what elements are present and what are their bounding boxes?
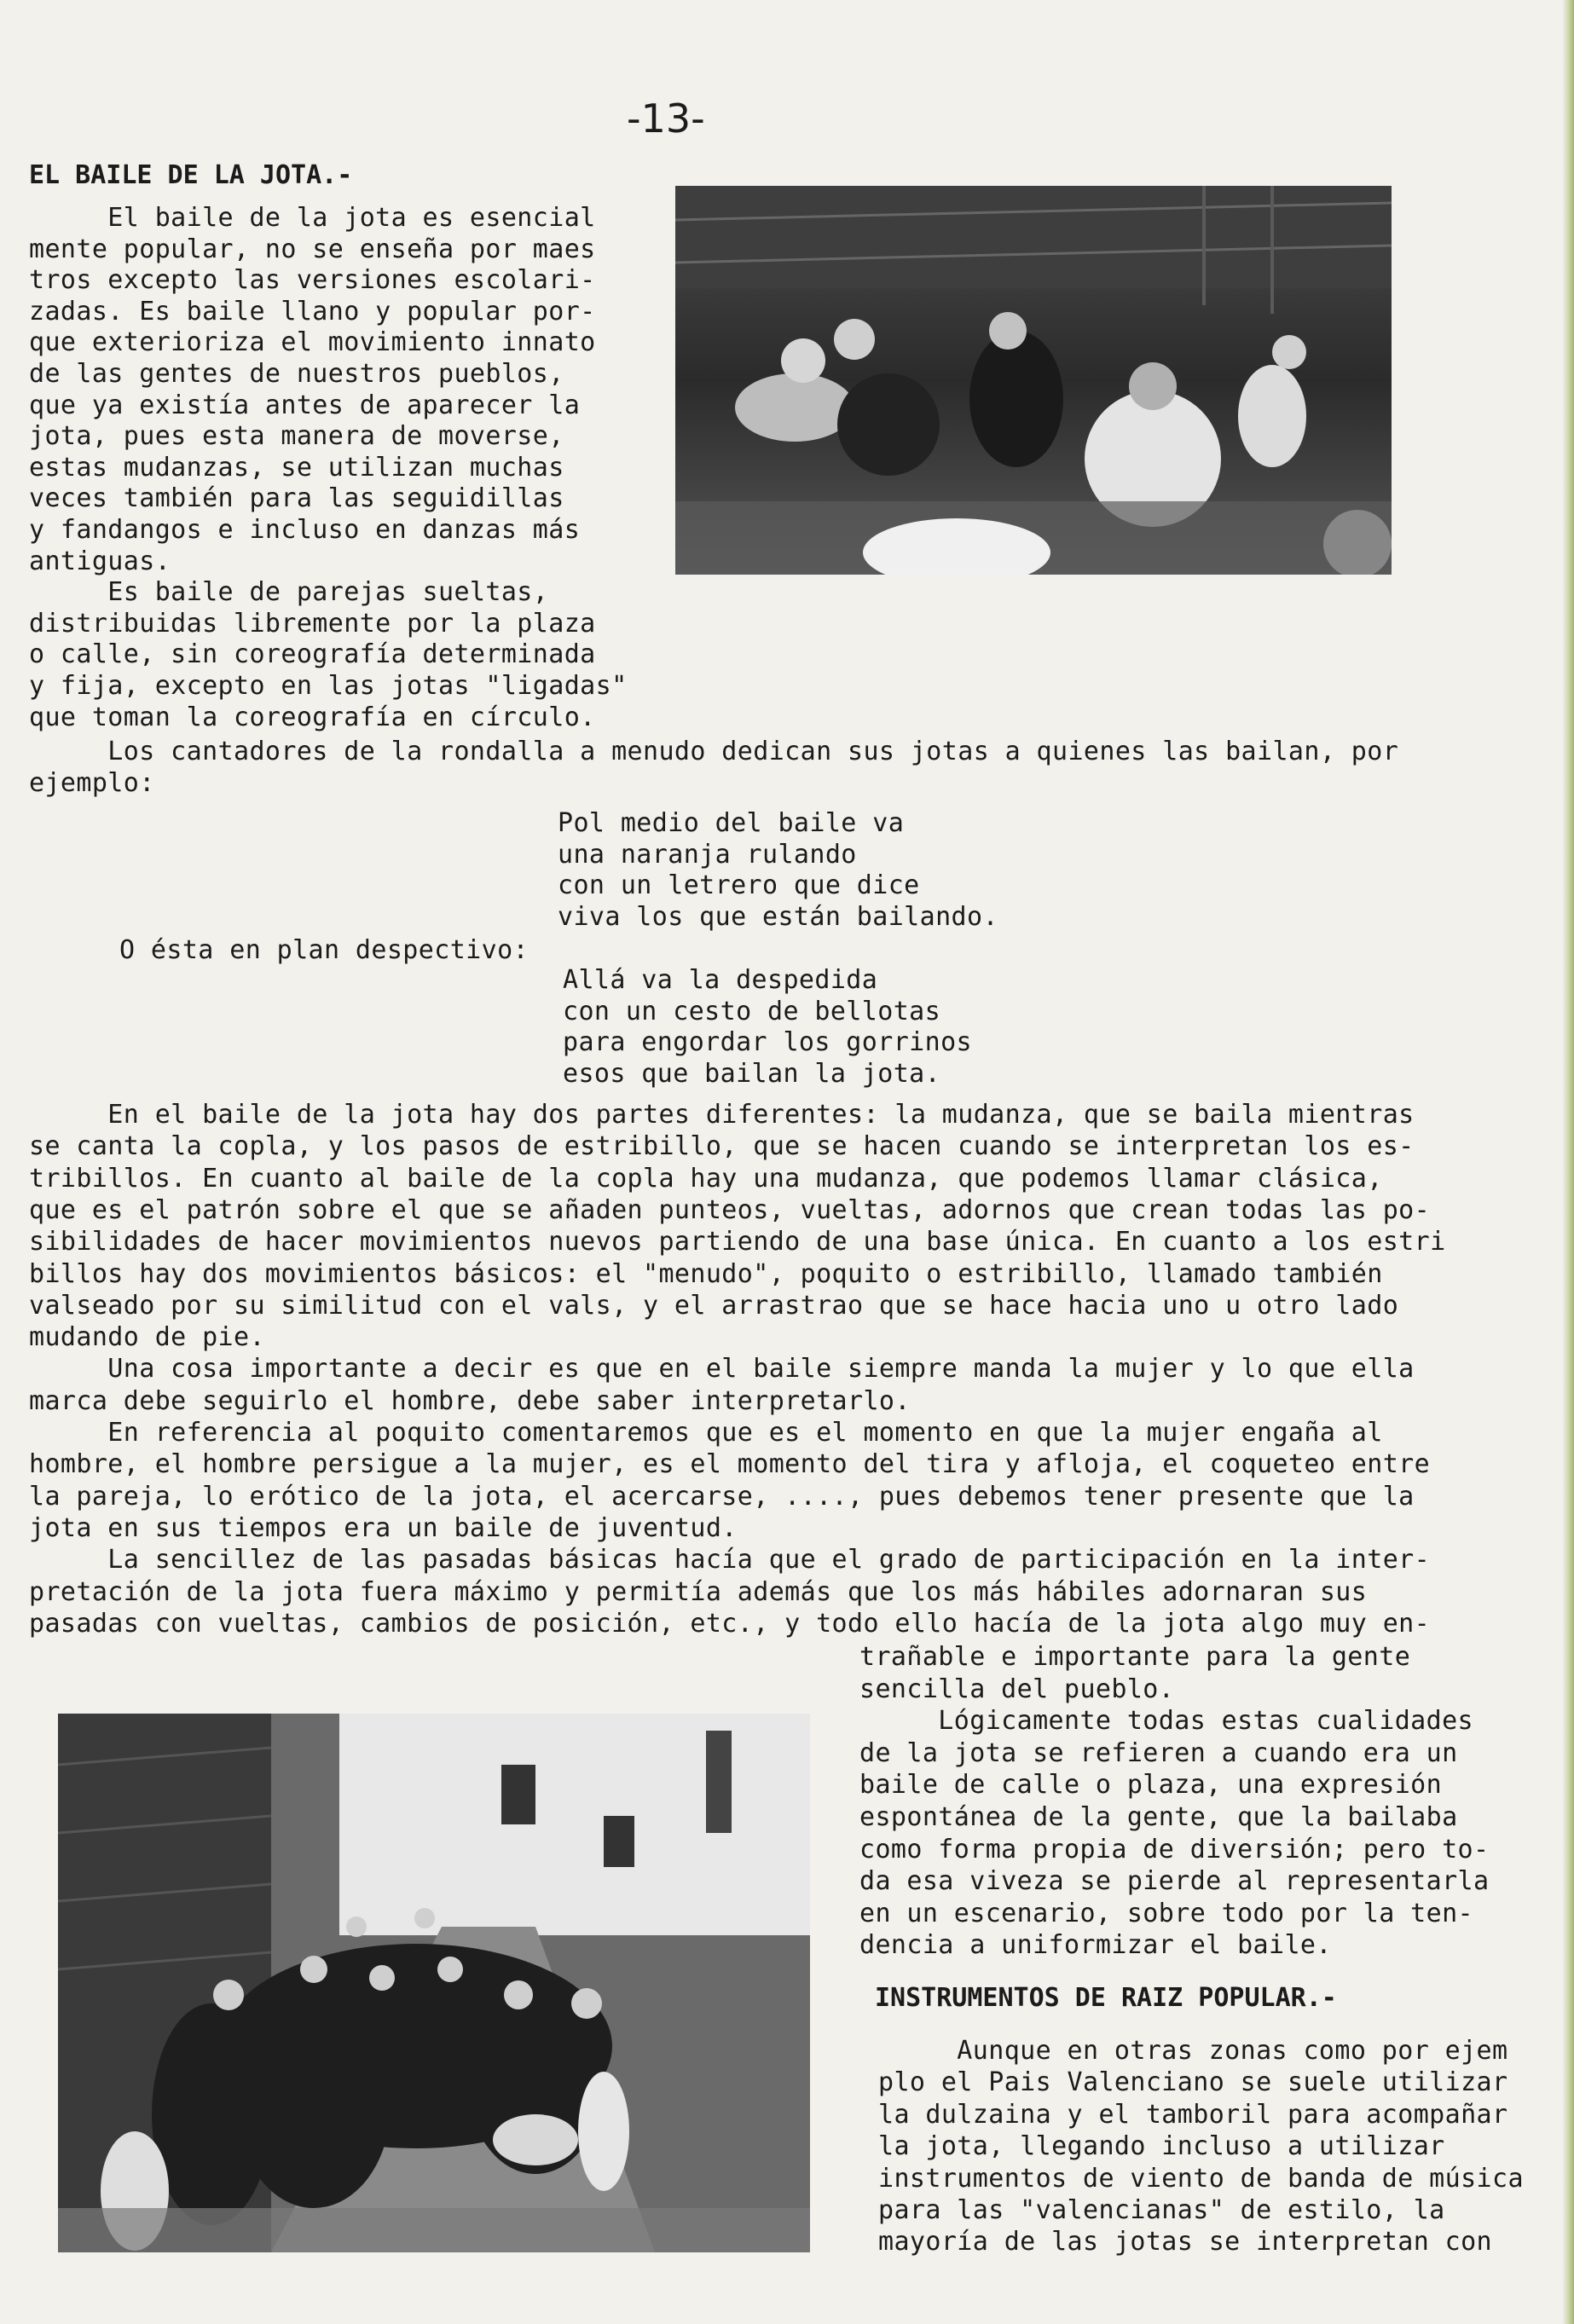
text-line: estas mudanzas, se utilizan muchas [29,452,564,483]
text-line: jota, pues esta manera de moverse, [29,421,564,452]
text-line: mayoría de las jotas se interpretan con [878,2227,1492,2258]
text-line: la dulzaina y el tamboril para acompañar [878,2099,1508,2130]
text-line: que es el patrón sobre el que se añaden punteos, vueltas, adornos que crean todas las po- [29,1194,1431,1225]
text-line: mente popular, no se enseña por maes [29,234,596,264]
text-line: mudando de pie. [29,1322,265,1353]
text-line: Los cantadores de la rondalla a menudo dedican sus jotas a quienes las bailan, por [29,737,1399,766]
text-line: instrumentos de viento de banda de música [878,2163,1524,2194]
text-line: valseado por su similitud con el vals, y el arrastrao que se hace hacia uno u otro lado [29,1290,1399,1321]
section-heading-instrumentos: INSTRUMENTOS DE RAIZ POPULAR.- [875,1983,1337,2013]
text-line: una naranja rulando [558,839,857,870]
text-line: tros excepto las versiones escolari- [29,265,596,296]
text-line: sibilidades de hacer movimientos nuevos partiendo de una base única. En cuanto a los estri [29,1227,1446,1257]
text-line: se canta la copla, y los pasos de estribillo, que se hacen cuando se interpretan los es- [29,1131,1415,1162]
text-line: En el baile de la jota hay dos partes diferentes: la mudanza, que se baila mientras [29,1100,1415,1130]
text-line: la pareja, lo erótico de la jota, el acercarse, ...., pues debemos tener presente que la [29,1481,1415,1512]
text-line: Pol medio del baile va [558,808,905,838]
text-line: como forma propia de diversión; pero to- [859,1834,1490,1864]
text-line: que exterioriza el movimiento innato [29,327,596,358]
text-line: de la jota se refieren a cuando era un [859,1737,1458,1768]
text-line: en un escenario, sobre todo por la ten- [859,1898,1473,1928]
text-line: jota en sus tiempos era un baile de juventud. [29,1512,738,1543]
text-line: plo el Pais Valenciano se suele utilizar [878,2067,1508,2098]
text-line: hombre, el hombre persigue a la mujer, es el momento del tira y afloja, el coqueteo entre [29,1449,1431,1480]
text-line: La sencillez de las pasadas básicas hacía que el grado de participación en la inter- [29,1545,1431,1575]
text-line: tribillos. En cuanto al baile de la copla hay una mudanza, que podemos llamar clásica, [29,1163,1383,1194]
text-line: Allá va la despedida [563,965,878,995]
verse-intro: O ésta en plan despectivo: [119,935,529,965]
text-line: esos que bailan la jota. [563,1058,941,1089]
text-line: dencia a uniformizar el baile. [859,1930,1332,1961]
text-line: zadas. Es baile llano y popular por- [29,296,596,327]
text-line: con un letrero que dice [558,870,920,900]
text-line: Una cosa importante a decir es que en el baile siempre manda la mujer y lo que ella [29,1354,1415,1385]
text-line: antiguas. [29,546,171,576]
text-line: veces también para las seguidillas [29,483,564,514]
text-line: sencilla del pueblo. [859,1674,1175,1704]
text-line: Aunque en otras zonas como por ejem [878,2036,1508,2066]
text-line: El baile de la jota es esencial [29,203,596,233]
text-line: distribuidas libremente por la plaza [29,608,596,639]
text-line: pasadas con vueltas, cambios de posición, etc., y todo ello hacía de la jota algo muy en- [29,1608,1431,1639]
photo-street-rondalla [58,1714,810,2252]
text-line: ejemplo: [29,767,155,798]
photo-dancers [675,186,1392,575]
text-line: trañable e importante para la gente [859,1642,1411,1672]
text-line: Es baile de parejas sueltas, [29,577,549,608]
text-line: billos hay dos movimientos básicos: el "menudo", poquito o estribillo, llamado también [29,1258,1383,1289]
text-line: y fija, excepto en las jotas "ligadas" [29,671,628,701]
text-line: En referencia al poquito comentaremos que es el momento en que la mujer engaña al [29,1418,1383,1448]
text-line: que toman la coreografía en círculo. [29,702,596,732]
text-line: da esa viveza se pierde al representarla [859,1866,1490,1897]
text-line: que ya existía antes de aparecer la [29,390,581,420]
text-line: marca debe seguirlo el hombre, debe saber interpretarlo. [29,1385,911,1416]
text-line: espontánea de la gente, que la bailaba [859,1802,1458,1832]
page-number: -13- [627,95,705,142]
text-line: con un cesto de bellotas [563,996,941,1026]
text-line: para engordar los gorrinos [563,1027,972,1057]
text-line: para las "valencianas" de estilo, la [878,2195,1445,2225]
text-line: o calle, sin coreografía determinada [29,639,596,670]
text-line: pretación de la jota fuera máximo y permitía además que los más hábiles adornaran sus [29,1576,1368,1607]
text-line: y fandangos e incluso en danzas más [29,515,581,545]
text-line: la jota, llegando incluso a utilizar [878,2131,1445,2162]
text-line: viva los que están bailando. [558,901,998,932]
section-heading-baile: EL BAILE DE LA JOTA.- [29,160,353,190]
text-line: baile de calle o plaza, una expresión [859,1770,1443,1801]
text-line: de las gentes de nuestros pueblos, [29,359,564,389]
page-edge [1562,0,1574,2324]
text-line: Lógicamente todas estas cualidades [859,1706,1473,1737]
